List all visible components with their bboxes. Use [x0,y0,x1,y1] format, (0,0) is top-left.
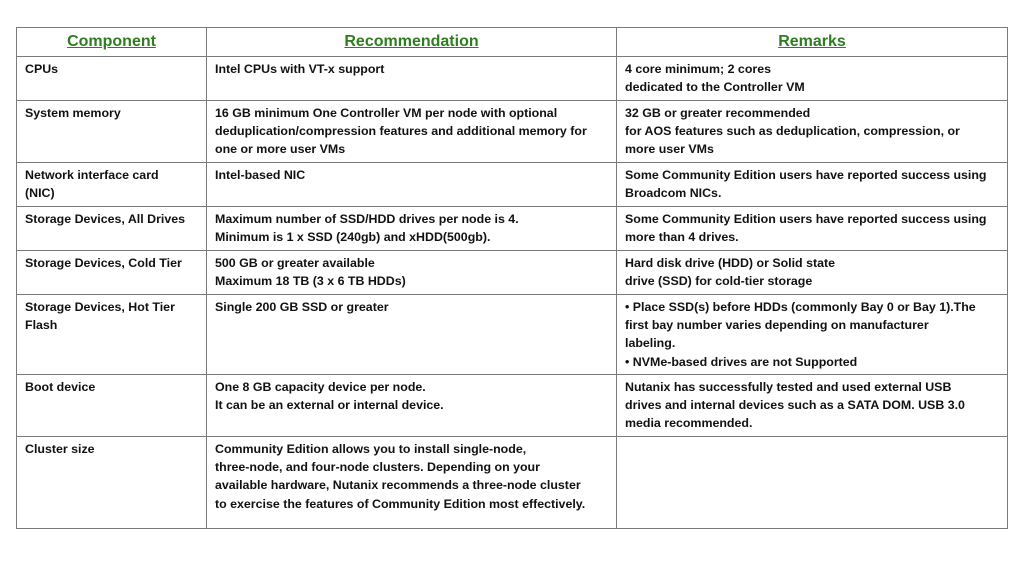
recommendation-text-line: one or more user VMs [215,142,346,157]
recommendation-text-line: It can be an external or internal device. [215,398,444,413]
recommendation-text-line: Maximum number of SSD/HDD drives per node is 4. [215,212,519,226]
remarks-text-line: more user VMs [625,142,714,157]
recommendation-text-line: 16 GB minimum One Controller VM per node with optional [215,106,558,120]
recommendation-text-line: Community Edition allows you to install single-node, [215,442,527,456]
remarks-text-line: labeling. [625,336,676,351]
component-text-line: CPUs [25,62,59,76]
recommendation-cell [207,207,617,251]
component-cell [17,295,207,375]
header-component: Component [17,28,207,57]
remarks-cell [617,101,1008,163]
table-row-system-memory [17,101,1008,163]
table-row-storage-all-drives [17,207,1008,251]
component-text-line: Storage Devices, Cold Tier [25,256,182,270]
table-row-boot-device [17,375,1008,437]
component-text-line: Network interface card [25,168,159,182]
recommendation-cell [207,251,617,295]
remarks-cell [617,163,1008,207]
remarks-text-line: more than 4 drives. [625,230,739,245]
table-row-cpus [17,57,1008,101]
component-text-line: System memory [25,106,121,120]
remarks-cell [617,251,1008,295]
recommendation-text-line: Intel-based NIC [215,168,306,182]
recommendation-cell [207,163,617,207]
table-row-cluster-size [17,437,1008,529]
recommendation-text-line: to exercise the features of Community Edition most effectively. [215,496,586,511]
component-cell [17,207,207,251]
recommendation-cell [207,375,617,437]
recommendation-cell [207,101,617,163]
recommendation-cell [207,437,617,529]
remarks-cell [617,57,1008,101]
recommendation-text-line: Maximum 18 TB (3 x 6 TB HDDs) [215,274,406,289]
component-cell [17,437,207,529]
remarks-text-line: 32 GB or greater recommended [625,106,811,120]
table-row-network-interface-card [17,163,1008,207]
header-recommendation: Recommendation [207,28,617,57]
component-cell [17,251,207,295]
component-text-line: Storage Devices, Hot Tier [25,300,175,314]
remarks-text-line: Hard disk drive (HDD) or Solid state [625,256,835,270]
header-remarks: Remarks [617,28,1008,57]
component-text-line: (NIC) [25,186,55,201]
component-text-line: Cluster size [25,442,95,456]
component-text-line: Storage Devices, All Drives [25,212,186,226]
remarks-text-line: media recommended. [625,416,753,431]
recommendation-cell [207,57,617,101]
recommendation-text-line: Minimum is 1 x SSD (240gb) and xHDD(500gb). [215,230,491,245]
remarks-text-line: drives and internal devices such as a SATA DOM. USB 3.0 [625,398,965,413]
component-cell [17,57,207,101]
recommendation-text-line: three-node, and four-node clusters. Depending on your [215,460,540,475]
table-row-storage-hot-tier-flash [17,295,1008,375]
component-text-line: Flash [25,318,58,333]
recommendation-text-line: Single 200 GB SSD or greater [215,300,389,314]
remarks-cell [617,437,1008,529]
hardware-requirements-table [16,27,1008,529]
recommendation-text-line: 500 GB or greater available [215,256,375,270]
recommendation-text-line: available hardware, Nutanix recommends a three-node cluster [215,478,581,493]
remarks-text-line: 4 core minimum; 2 cores [625,62,771,76]
component-cell [17,163,207,207]
remarks-text-line: Some Community Edition users have reported success using [625,168,987,182]
remarks-cell [617,295,1008,375]
component-text-line: Boot device [25,380,96,394]
component-cell [17,375,207,437]
recommendation-text-line: One 8 GB capacity device per node. [215,380,426,394]
remarks-text-line: Broadcom NICs. [625,186,722,201]
remarks-text-line: Some Community Edition users have reported success using [625,212,987,226]
remarks-text-line: dedicated to the Controller VM [625,80,805,95]
table-row-storage-cold-tier [17,251,1008,295]
header-row [17,28,1008,57]
remarks-text-line: Nutanix has successfully tested and used external USB [625,380,952,394]
component-cell [17,101,207,163]
recommendation-text-line: deduplication/compression features and additional memory for [215,124,587,139]
remarks-text-line: first bay number varies depending on manufacturer [625,318,929,333]
remarks-text-line: • Place SSD(s) before HDDs (commonly Bay 0 or Bay 1).The [625,300,976,314]
remarks-cell [617,375,1008,437]
requirements-document [16,27,1007,529]
recommendation-text-line: Intel CPUs with VT-x support [215,62,385,76]
remarks-text-line: drive (SSD) for cold-tier storage [625,274,813,289]
remarks-cell [617,207,1008,251]
remarks-text-line: for AOS features such as deduplication, compression, or [625,124,960,139]
recommendation-cell [207,295,617,375]
remarks-text-line: • NVMe-based drives are not Supported [625,354,858,369]
